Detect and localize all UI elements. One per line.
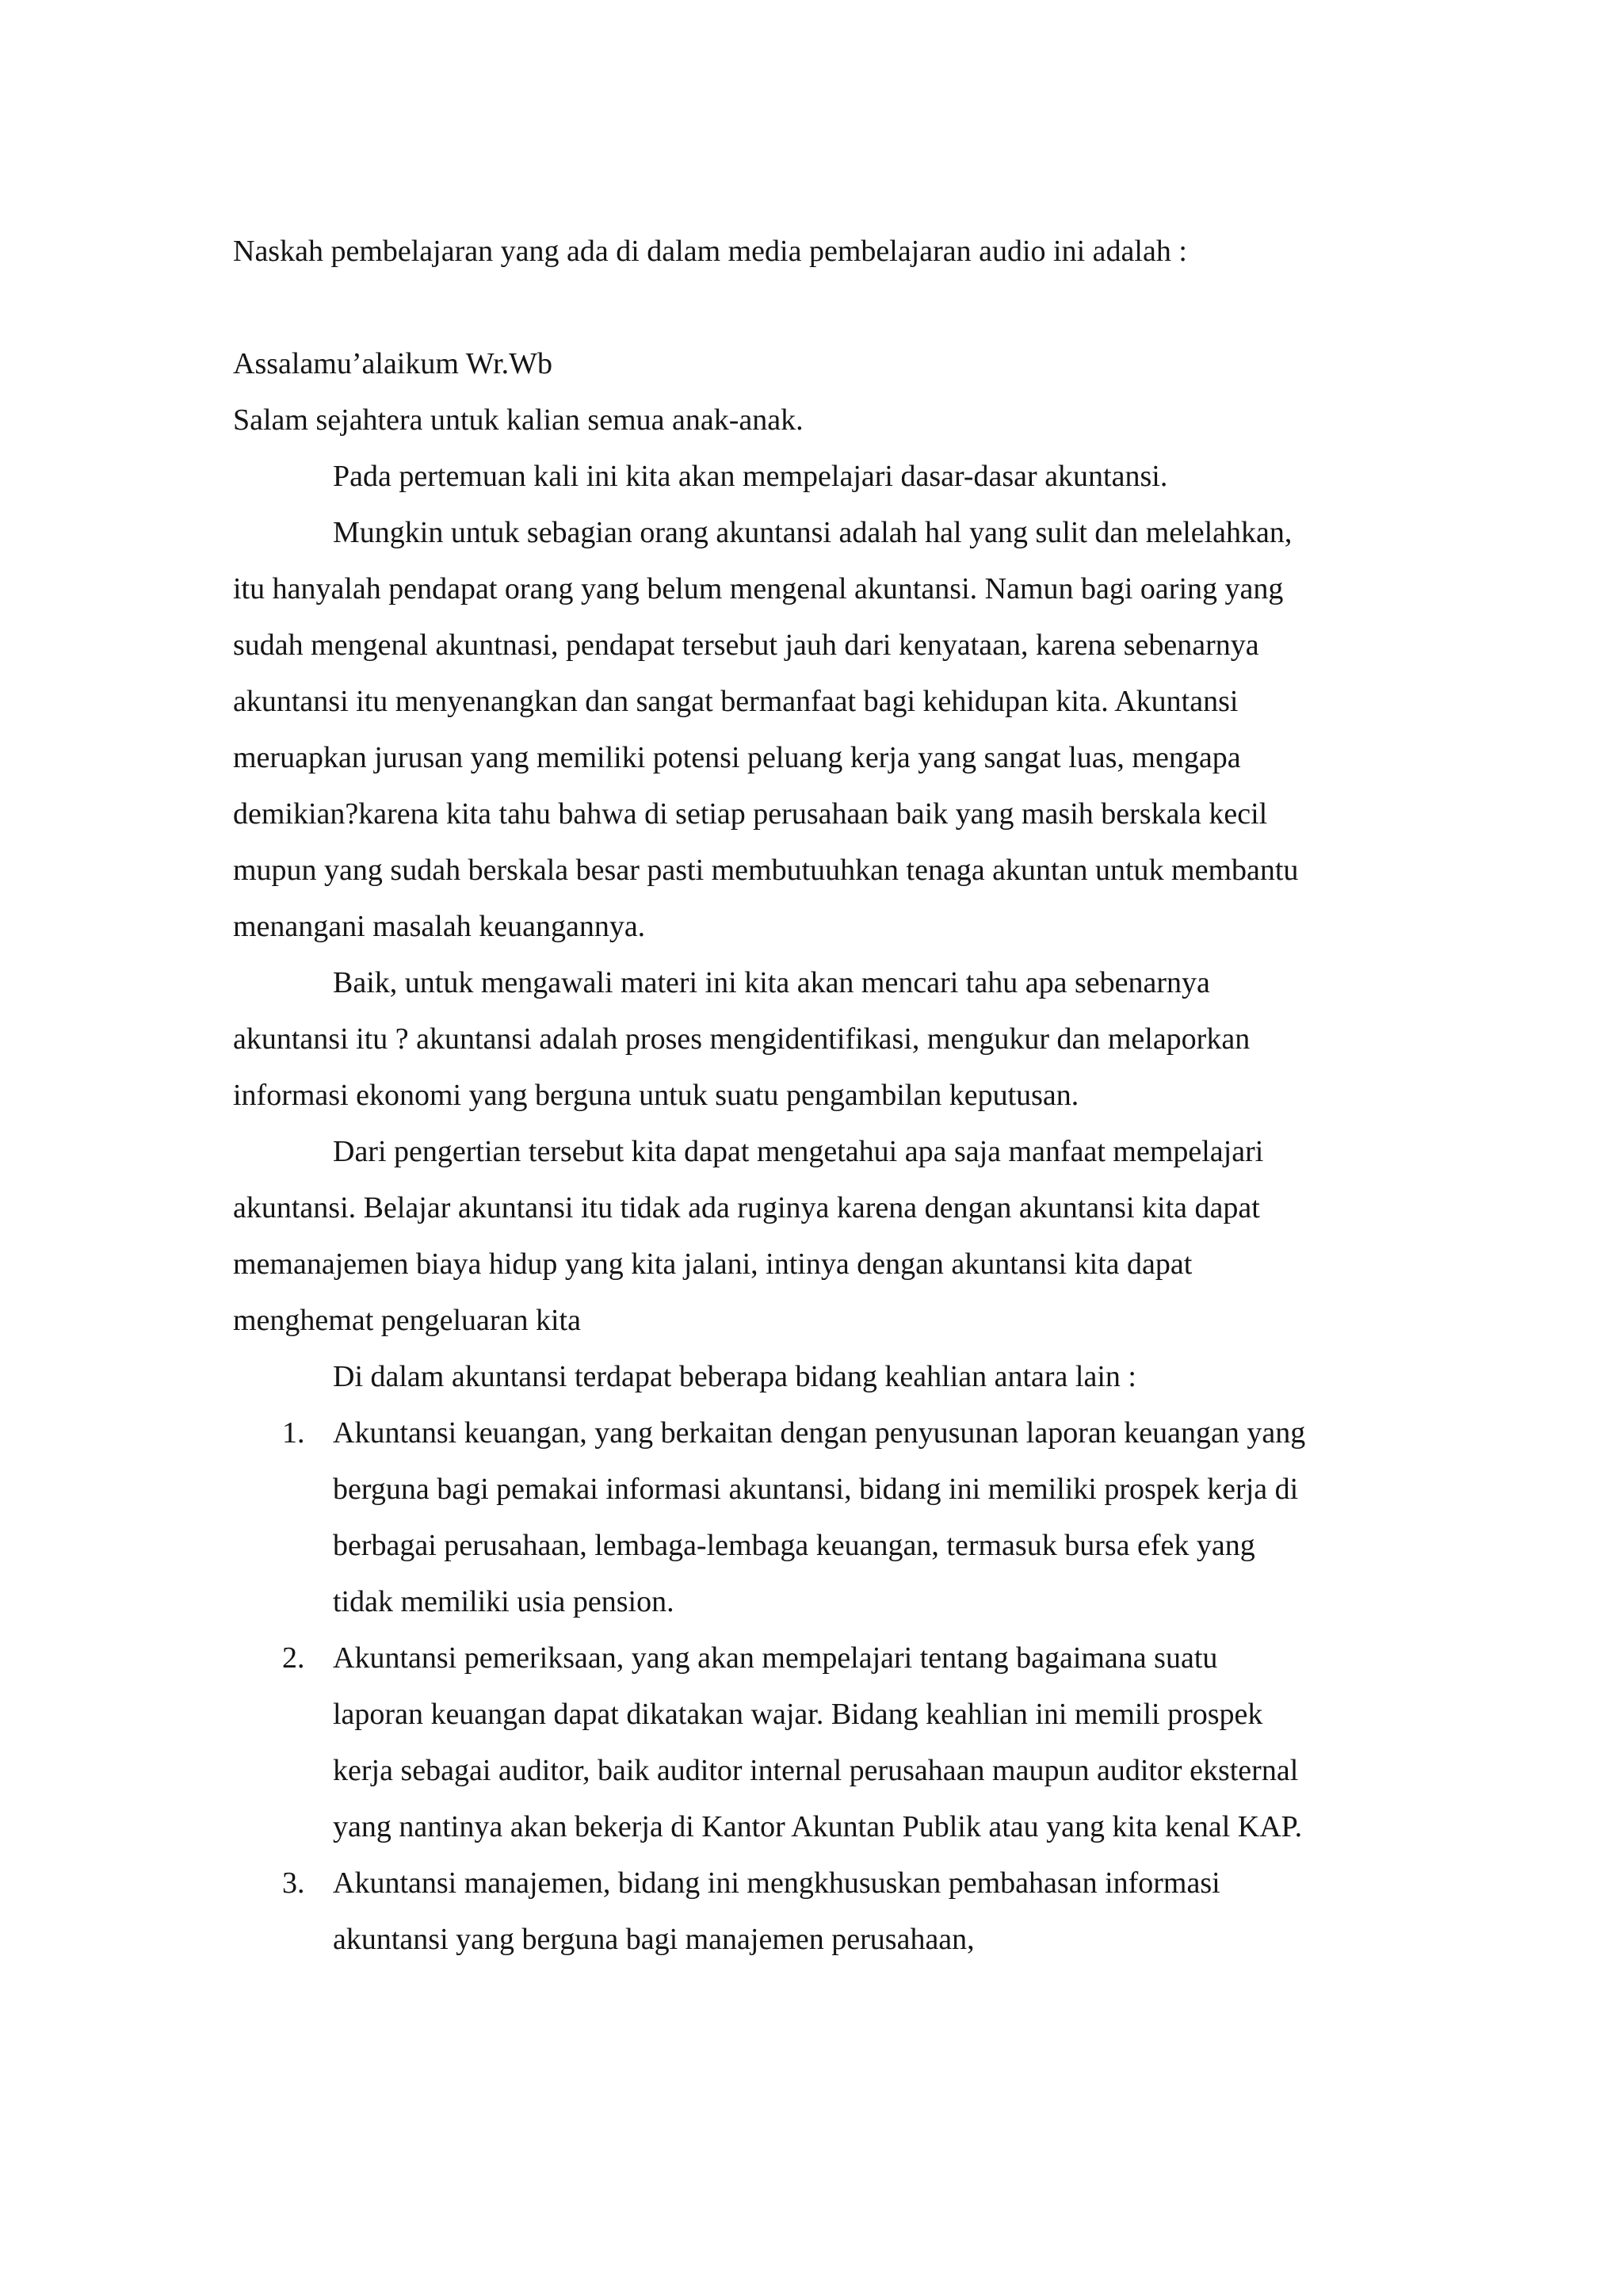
list-item-line: kerja sebagai auditor, baik auditor internal perusahaan maupun auditor eksternal xyxy=(333,1754,1299,1787)
list-item xyxy=(233,1405,1406,1630)
paragraph-line: informasi ekonomi yang berguna untuk suatu pengambilan keputusan. xyxy=(233,1079,1079,1112)
paragraph-line: demikian?karena kita tahu bahwa di setiap perusahaan baik yang masih berskala kecil xyxy=(233,797,1268,831)
paragraph-3 xyxy=(233,955,1406,1124)
paragraph-line: Baik, untuk mengawali materi ini kita akan mencari tahu apa sebenarnya xyxy=(333,966,1210,999)
paragraph-line: mupun yang sudah berskala besar pasti membutuuhkan tenaga akuntan untuk membantu xyxy=(233,854,1299,887)
list-item-line: tidak memiliki usia pension. xyxy=(333,1585,674,1618)
paragraph-line: menangani masalah keuangannya. xyxy=(233,910,646,943)
list-item-number: 1. xyxy=(282,1416,305,1450)
paragraph-1: Pada pertemuan kali ini kita akan mempelajari dasar-dasar akuntansi. xyxy=(333,460,1168,493)
paragraph-line: Dari pengertian tersebut kita dapat mengetahui apa saja manfaat mempelajari xyxy=(333,1135,1264,1168)
list-item-line: Akuntansi manajemen, bidang ini mengkhususkan pembahasan informasi xyxy=(333,1866,1220,1900)
list-item xyxy=(233,1630,1406,1855)
paragraph-line: akuntansi itu ? akuntansi adalah proses mengidentifikasi, mengukur dan melaporkan xyxy=(233,1022,1251,1056)
list-item-number: 3. xyxy=(282,1866,305,1900)
list-intro: Di dalam akuntansi terdapat beberapa bidang keahlian antara lain : xyxy=(333,1360,1136,1393)
accounting-fields-list xyxy=(233,1405,1406,1968)
list-item-line: laporan keuangan dapat dikatakan wajar. Bidang keahlian ini memili prospek xyxy=(333,1698,1263,1731)
paragraph-line: meruapkan jurusan yang memiliki potensi peluang kerja yang sangat luas, mengapa xyxy=(233,741,1241,774)
intro-line: Naskah pembelajaran yang ada di dalam media pembelajaran audio ini adalah : xyxy=(233,235,1187,268)
paragraph-line: sudah mengenal akuntnasi, pendapat tersebut jauh dari kenyataan, karena sebenarnya xyxy=(233,628,1259,662)
paragraph-line: akuntansi. Belajar akuntansi itu tidak ada ruginya karena dengan akuntansi kita dapat xyxy=(233,1191,1260,1224)
list-item-line: Akuntansi keuangan, yang berkaitan dengan penyusunan laporan keuangan yang xyxy=(333,1416,1306,1450)
list-item-line: yang nantinya akan bekerja di Kantor Akuntan Publik atau yang kita kenal KAP. xyxy=(333,1810,1303,1843)
greeting-line-1: Assalamu’alaikum Wr.Wb xyxy=(233,347,553,380)
list-item-line: akuntansi yang berguna bagi manajemen perusahaan, xyxy=(333,1923,975,1956)
list-item-line: berguna bagi pemakai informasi akuntansi, bidang ini memiliki prospek kerja di xyxy=(333,1473,1299,1506)
paragraph-line: Mungkin untuk sebagian orang akuntansi adalah hal yang sulit dan melelahkan, xyxy=(333,516,1293,549)
document-content xyxy=(233,223,1406,1968)
list-item-number: 2. xyxy=(282,1641,305,1675)
paragraph-line: akuntansi itu menyenangkan dan sangat bermanfaat bagi kehidupan kita. Akuntansi xyxy=(233,685,1239,718)
list-item-line: Akuntansi pemeriksaan, yang akan mempelajari tentang bagaimana suatu xyxy=(333,1641,1218,1675)
list-item-line: berbagai perusahaan, lembaga-lembaga keuangan, termasuk bursa efek yang xyxy=(333,1529,1255,1562)
list-item xyxy=(233,1855,1406,1968)
paragraph-line: itu hanyalah pendapat orang yang belum mengenal akuntansi. Namun bagi oaring yang xyxy=(233,572,1284,606)
paragraph-line: menghemat pengeluaran kita xyxy=(233,1304,581,1337)
greeting-line-2: Salam sejahtera untuk kalian semua anak-anak. xyxy=(233,403,804,437)
paragraph-4 xyxy=(233,1124,1406,1349)
paragraph-line: memanajemen biaya hidup yang kita jalani, intinya dengan akuntansi kita dapat xyxy=(233,1247,1193,1281)
paragraph-2 xyxy=(233,505,1406,955)
